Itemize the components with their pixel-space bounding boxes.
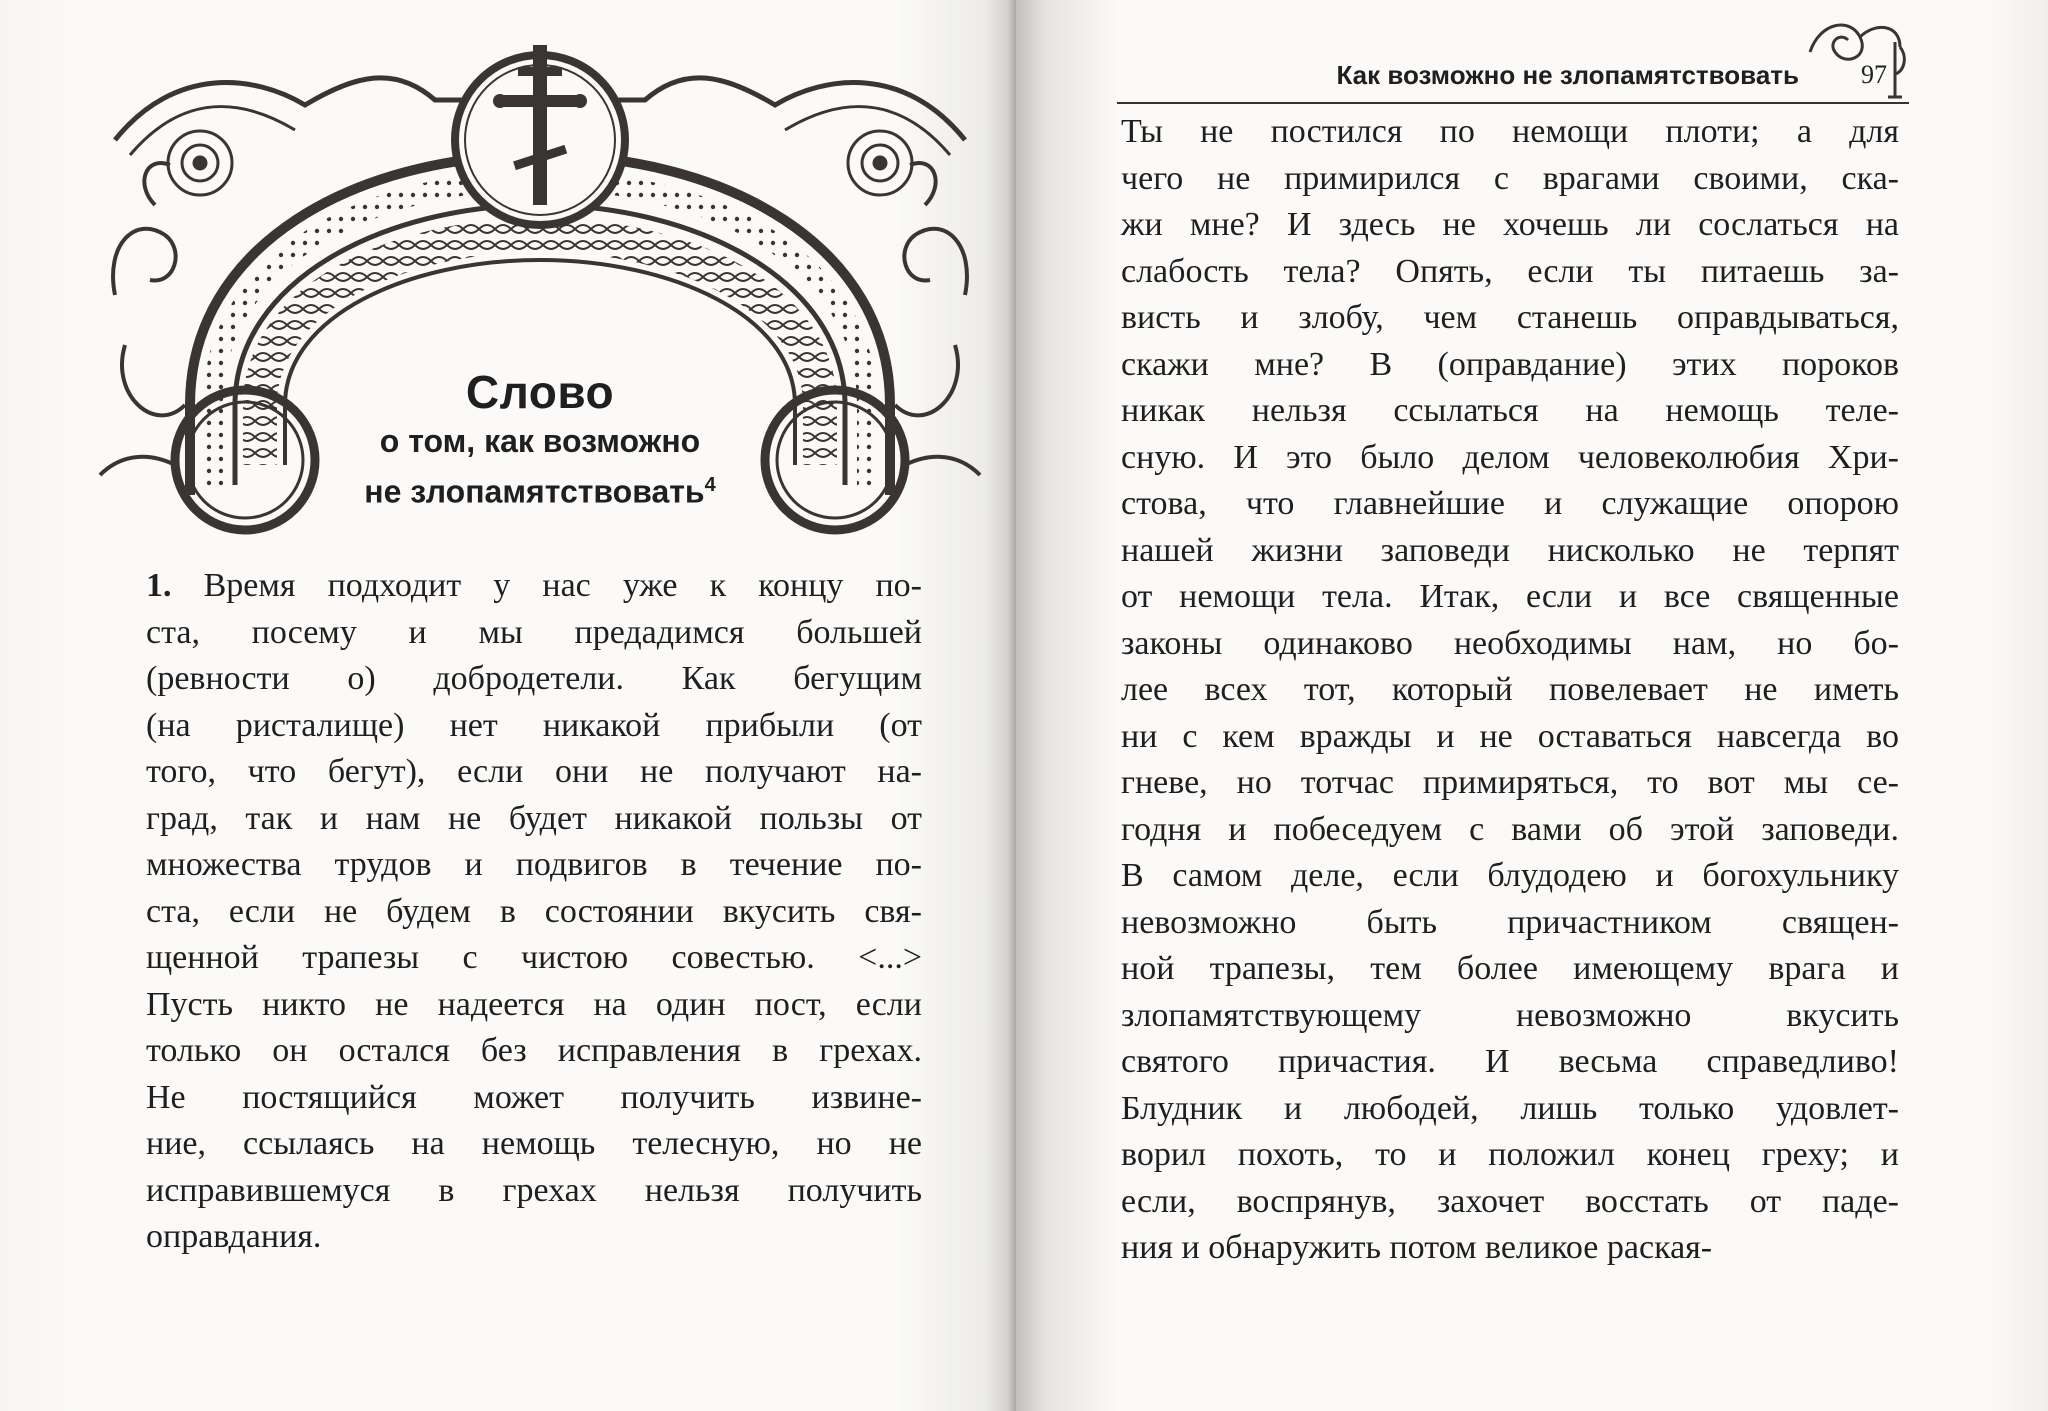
footnote-marker: 4: [704, 474, 716, 496]
text-line-content: жи мне? И здесь не хочешь ли сослаться на: [1121, 206, 1899, 243]
text-line-content: лее всех тот, который повелевает не иметь: [1121, 671, 1899, 708]
text-line: [1121, 388, 1899, 435]
text-line-content: сную. И это было делом человеколюбия Хри-: [1121, 438, 1899, 476]
text-line: [1121, 109, 1899, 156]
text-line-content: законы одинаково необходимы нам, но бо-: [1121, 624, 1899, 662]
text-line-content: Время подходит у нас уже к концу по-: [171, 567, 922, 604]
text-line-content: ние, ссылаясь на немощь телесную, но не: [146, 1125, 922, 1162]
chapter-heading-line-2: о том, как возможно: [379, 423, 701, 459]
text-line: [1121, 900, 1899, 947]
page-number: 97: [1861, 60, 1887, 89]
text-line: [1121, 156, 1899, 203]
text-line: [146, 842, 922, 889]
text-line: [146, 1121, 922, 1168]
text-line: [146, 889, 922, 936]
text-line: [1121, 574, 1899, 621]
text-line-content: висть и злобу, чем станешь оправдываться,: [1121, 299, 1899, 336]
text-line-content: гневе, но тотчас примиряться, то вот мы се-: [1121, 764, 1899, 801]
text-line-content: того, что бегут), если они не получают на-: [146, 753, 922, 790]
text-line-content: нашей жизни заповеди нисколько не терпят: [1121, 531, 1899, 569]
text-line: [1121, 1179, 1899, 1226]
text-line-content: ной трапезы, тем более имеющему врага и: [1121, 950, 1899, 987]
text-line-content: только он остался без исправления в грехах.: [146, 1032, 922, 1069]
text-line-content: щенной трапезы с чистою совестью. <...>: [146, 939, 922, 976]
text-line-content: исправившемуся в грехах нельзя получить: [146, 1171, 922, 1209]
text-line: [1121, 667, 1899, 714]
chapter-heading-line-3: [260, 463, 820, 514]
text-line-content: стова, что главнейшие и служащие опорою: [1121, 485, 1899, 522]
text-line-content: годня и побеседуем с вами об этой заповеди.: [1121, 810, 1899, 848]
text-line: [1121, 435, 1899, 482]
text-line-content: слабость тела? Опять, если ты питаешь за-: [1121, 252, 1899, 290]
text-line: [146, 1168, 922, 1215]
text-line: [1121, 853, 1899, 900]
text-line: [146, 1028, 922, 1075]
text-line-content: Ты не постился по немощи плоти; а для: [1121, 113, 1899, 150]
chapter-heading-line-3-text: не злопамятствовать: [364, 473, 705, 510]
running-header: [1117, 56, 1909, 104]
text-line-content: святого причастия. И весьма справедливо!: [1121, 1043, 1899, 1080]
text-line-content: ния и обнаружить потом великое раская-: [1121, 1229, 1713, 1266]
text-line: [1121, 1132, 1899, 1179]
text-line: [1121, 1086, 1899, 1133]
text-line-content: чего не примирился с врагами своими, ска-: [1121, 159, 1899, 197]
paragraph-number: 1.: [146, 567, 172, 604]
text-line: [1121, 807, 1899, 854]
text-line: [146, 563, 922, 610]
text-line-content: Пусть никто не надеется на один пост, если: [146, 985, 922, 1023]
text-line: [146, 982, 922, 1029]
text-line: [1121, 249, 1899, 296]
text-line: [146, 749, 922, 796]
running-title: Как возможно не злопамятствовать: [1336, 60, 1799, 90]
text-line: [1121, 946, 1899, 993]
text-line-content: В самом деле, если блудодею и богохульнику: [1121, 857, 1899, 894]
text-line: [1121, 295, 1899, 342]
text-line: [146, 703, 922, 750]
text-line-content: множества трудов и подвигов в течение по-: [146, 846, 922, 883]
text-line: [146, 656, 922, 703]
text-line-content: никак нельзя ссылаться на немощь теле-: [1121, 392, 1899, 429]
text-line-content: скажи мне? В (оправдание) этих пороков: [1121, 345, 1899, 383]
text-line: [1121, 714, 1899, 761]
chapter-heading: [260, 365, 820, 514]
text-line: [1121, 1039, 1899, 1086]
text-line: [146, 935, 922, 982]
text-line: [1121, 993, 1899, 1040]
text-line-content: ни с кем вражды и не оставаться навсегда во: [1121, 717, 1899, 755]
text-line-content: (ревности о) добродетели. Как бегущим: [146, 660, 922, 697]
right-page-text: [1121, 109, 1899, 1272]
text-line: [146, 610, 922, 657]
text-line-content: оправдания.: [146, 1218, 322, 1255]
text-line: [1121, 621, 1899, 668]
text-line: [1121, 342, 1899, 389]
left-page-text: [146, 563, 922, 1261]
text-line: [1121, 760, 1899, 807]
chapter-heading-word: Слово: [465, 366, 615, 418]
text-line-content: невозможно быть причастником священ-: [1121, 903, 1899, 941]
text-line: [1121, 481, 1899, 528]
text-line: [146, 796, 922, 843]
text-line-content: если, воспрянув, захочет восстать от паде-: [1121, 1182, 1899, 1220]
text-line-content: ста, если не будем в состоянии вкусить свя-: [146, 892, 922, 930]
text-line-content: град, так и нам не будет никакой пользы от: [146, 799, 922, 837]
text-line-content: (на ристалище) нет никакой прибыли (от: [146, 706, 922, 744]
text-line: [1121, 1225, 1899, 1272]
text-line-content: от немощи тела. Итак, если и все священные: [1121, 578, 1899, 615]
text-line-content: злопамятствующему невозможно вкусить: [1121, 996, 1899, 1034]
text-line: [1121, 528, 1899, 575]
text-line-content: ста, посему и мы предадимся большей: [146, 613, 922, 651]
text-line-content: ворил похоть, то и положил конец греху; и: [1121, 1136, 1899, 1173]
text-line: [146, 1075, 922, 1122]
text-line: [146, 1214, 922, 1261]
left-page: [0, 0, 1016, 1411]
text-line-content: Блудник и любодей, лишь только удовлет-: [1121, 1089, 1899, 1127]
text-line-content: Не постящийся может получить извине-: [146, 1078, 922, 1116]
text-line: [1121, 202, 1899, 249]
